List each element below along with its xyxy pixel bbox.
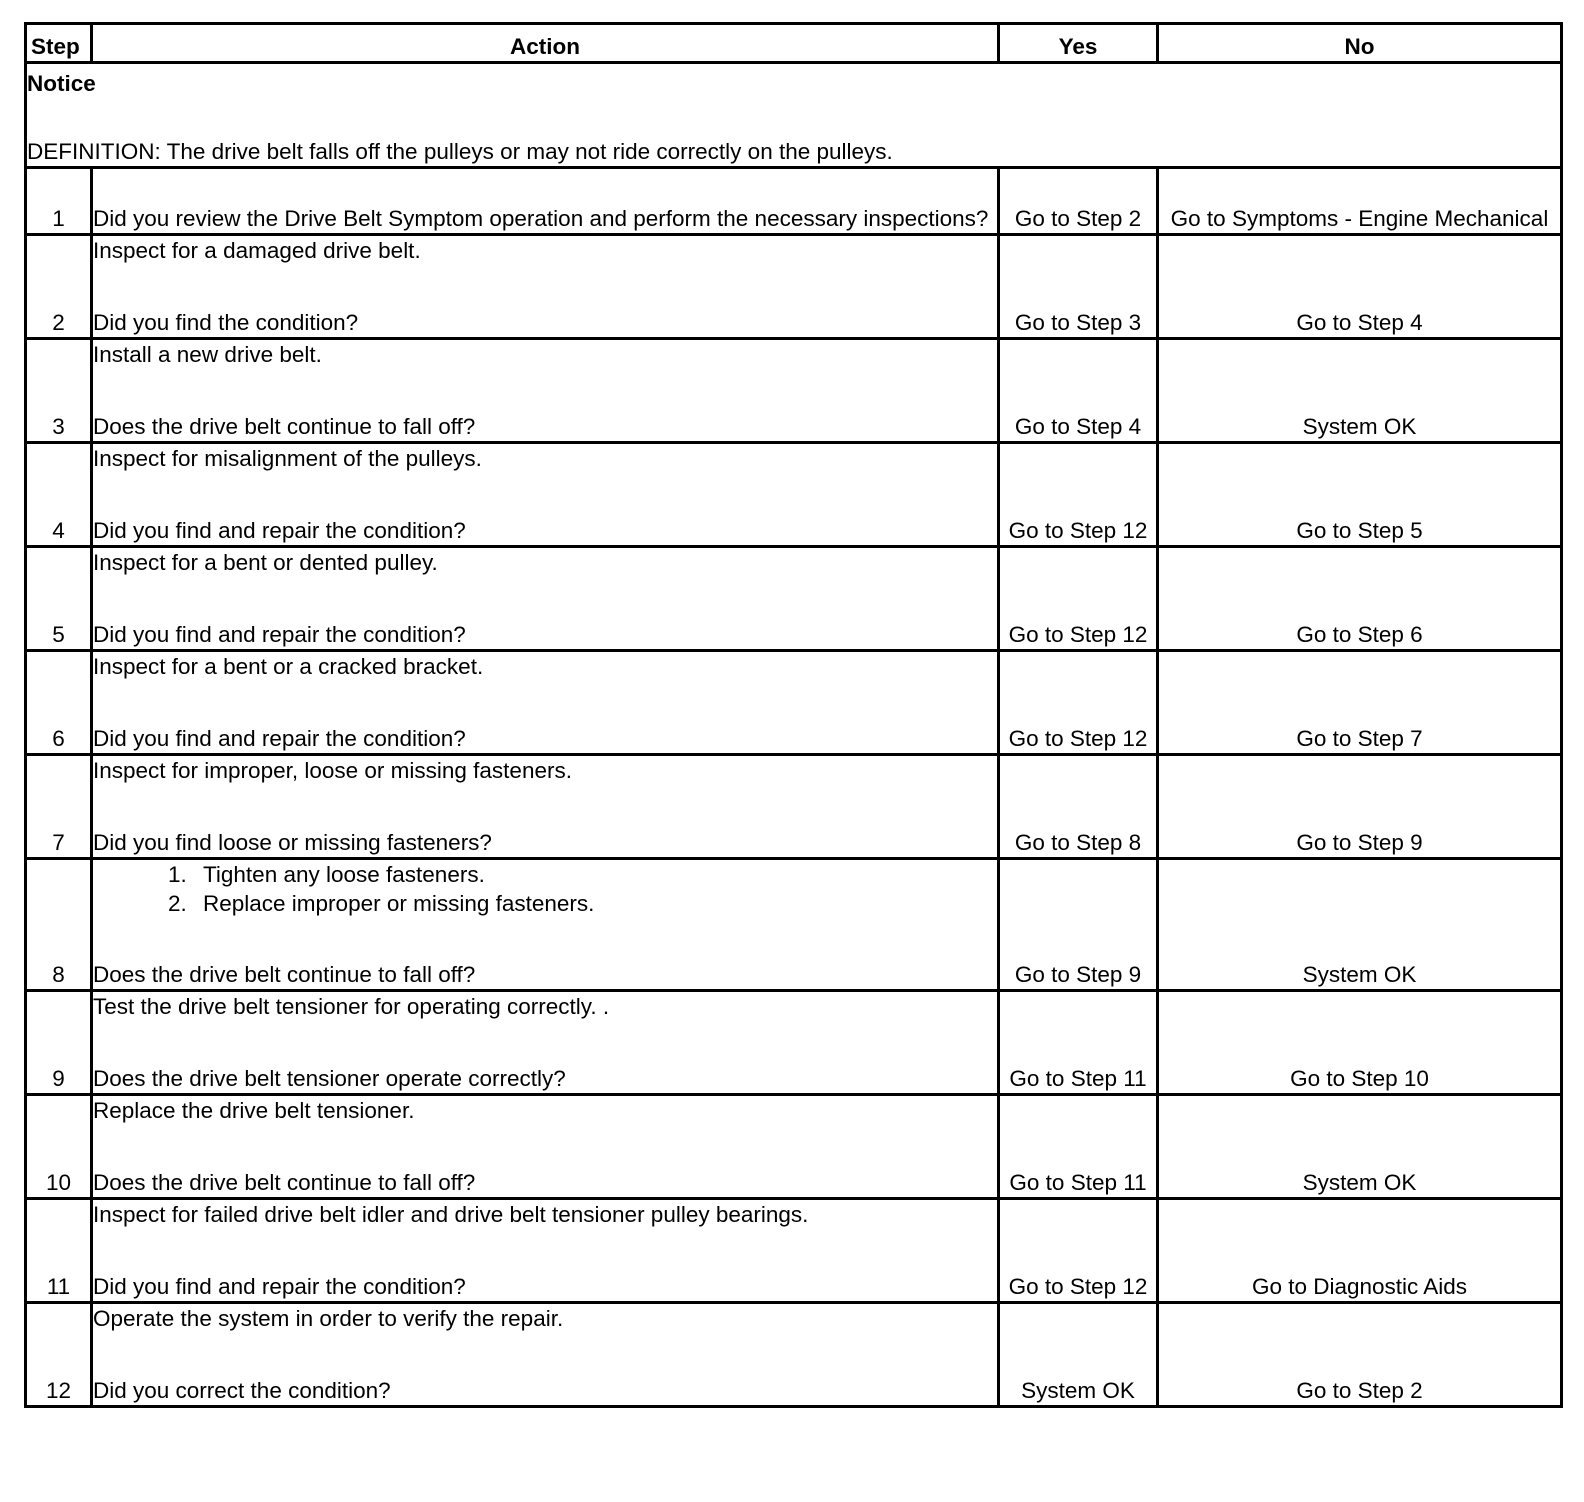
action-cell [92, 651, 999, 755]
table-row [26, 443, 1562, 547]
action-text: Replace the drive belt tensioner. [93, 1098, 415, 1123]
table-row [26, 651, 1562, 755]
yes-cell: Go to Step 11 [999, 991, 1158, 1095]
header-row [26, 24, 1562, 63]
action-cell [92, 339, 999, 443]
action-question: Did you find and repair the condition? [93, 622, 466, 647]
action-text: Test the drive belt tensioner for operating correctly. . [93, 994, 610, 1019]
table-row [26, 1199, 1562, 1303]
action-text: Inspect for misalignment of the pulleys. [93, 446, 482, 471]
action-text: Inspect for a damaged drive belt. [93, 238, 421, 263]
step-number: 2 [26, 235, 92, 339]
step-number: 9 [26, 991, 92, 1095]
table-row [26, 235, 1562, 339]
step-number: 6 [26, 651, 92, 755]
action-cell [92, 443, 999, 547]
action-cell [92, 1199, 999, 1303]
list-item: 2. Replace improper or missing fasteners. [193, 889, 997, 918]
action-question: Did you find loose or missing fasteners? [93, 830, 492, 855]
step-number: 7 [26, 755, 92, 859]
step-number: 10 [26, 1095, 92, 1199]
table-row [26, 991, 1562, 1095]
no-cell: Go to Diagnostic Aids [1158, 1199, 1562, 1303]
action-cell [92, 235, 999, 339]
action-cell [92, 1303, 999, 1407]
no-cell: Go to Step 6 [1158, 547, 1562, 651]
no-cell: Go to Symptoms - Engine Mechanical [1158, 168, 1562, 235]
action-question: Does the drive belt continue to fall off? [93, 1170, 476, 1195]
diagnostic-table [24, 22, 1563, 1408]
table-row [26, 547, 1562, 651]
table-row [26, 755, 1562, 859]
no-cell: Go to Step 4 [1158, 235, 1562, 339]
header-yes: Yes [999, 24, 1158, 63]
action-text: Inspect for improper, loose or missing fasteners. [93, 758, 572, 783]
action-question: Does the drive belt tensioner operate correctly? [93, 1066, 566, 1091]
yes-cell: Go to Step 11 [999, 1095, 1158, 1199]
yes-cell: Go to Step 9 [999, 859, 1158, 991]
step-number: 11 [26, 1199, 92, 1303]
action-text: Inspect for failed drive belt idler and drive belt tensioner pulley bearings. [93, 1202, 809, 1227]
action-cell [92, 1095, 999, 1199]
action-cell [92, 547, 999, 651]
action-question: Did you find and repair the condition? [93, 518, 466, 543]
action-text: Did you review the Drive Belt Symptom operation and perform the necessary inspections? [93, 206, 989, 231]
action-cell [92, 859, 999, 991]
table-row [26, 1095, 1562, 1199]
action-cell [92, 991, 999, 1095]
step-number: 12 [26, 1303, 92, 1407]
action-question: Did you find and repair the condition? [93, 726, 466, 751]
yes-cell: Go to Step 4 [999, 339, 1158, 443]
header-step: Step [26, 24, 92, 63]
step-number: 4 [26, 443, 92, 547]
header-action: Action [92, 24, 999, 63]
yes-cell: Go to Step 12 [999, 651, 1158, 755]
yes-cell: Go to Step 12 [999, 547, 1158, 651]
action-list [93, 860, 997, 918]
action-cell [92, 168, 999, 235]
list-item: 1. Tighten any loose fasteners. [193, 860, 997, 889]
action-question: Did you correct the condition? [93, 1378, 391, 1403]
yes-cell: System OK [999, 1303, 1158, 1407]
no-cell: Go to Step 7 [1158, 651, 1562, 755]
no-cell: System OK [1158, 339, 1562, 443]
notice-cell [26, 63, 1562, 168]
no-cell: System OK [1158, 859, 1562, 991]
action-text: Operate the system in order to verify the repair. [93, 1306, 564, 1331]
action-question: Did you find and repair the condition? [93, 1274, 466, 1299]
table-row [26, 859, 1562, 991]
action-cell [92, 755, 999, 859]
header-no: No [1158, 24, 1562, 63]
table-row [26, 339, 1562, 443]
no-cell: Go to Step 2 [1158, 1303, 1562, 1407]
no-cell: System OK [1158, 1095, 1562, 1199]
yes-cell: Go to Step 12 [999, 443, 1158, 547]
action-text: Inspect for a bent or dented pulley. [93, 550, 438, 575]
action-text: Inspect for a bent or a cracked bracket. [93, 654, 484, 679]
action-question: Does the drive belt continue to fall off? [93, 962, 476, 987]
action-text: Install a new drive belt. [93, 342, 322, 367]
step-number: 1 [26, 168, 92, 235]
notice-row [26, 63, 1562, 168]
step-number: 3 [26, 339, 92, 443]
yes-cell: Go to Step 8 [999, 755, 1158, 859]
action-question: Did you find the condition? [93, 310, 359, 335]
yes-cell: Go to Step 2 [999, 168, 1158, 235]
action-question: Does the drive belt continue to fall off? [93, 414, 476, 439]
yes-cell: Go to Step 3 [999, 235, 1158, 339]
no-cell: Go to Step 9 [1158, 755, 1562, 859]
notice-definition: DEFINITION: The drive belt falls off the pulleys or may not ride correctly on the pulleys. [27, 139, 893, 164]
step-number: 8 [26, 859, 92, 991]
step-number: 5 [26, 547, 92, 651]
table-row [26, 1303, 1562, 1407]
table-row [26, 168, 1562, 235]
no-cell: Go to Step 10 [1158, 991, 1562, 1095]
notice-title: Notice [27, 71, 96, 96]
no-cell: Go to Step 5 [1158, 443, 1562, 547]
yes-cell: Go to Step 12 [999, 1199, 1158, 1303]
